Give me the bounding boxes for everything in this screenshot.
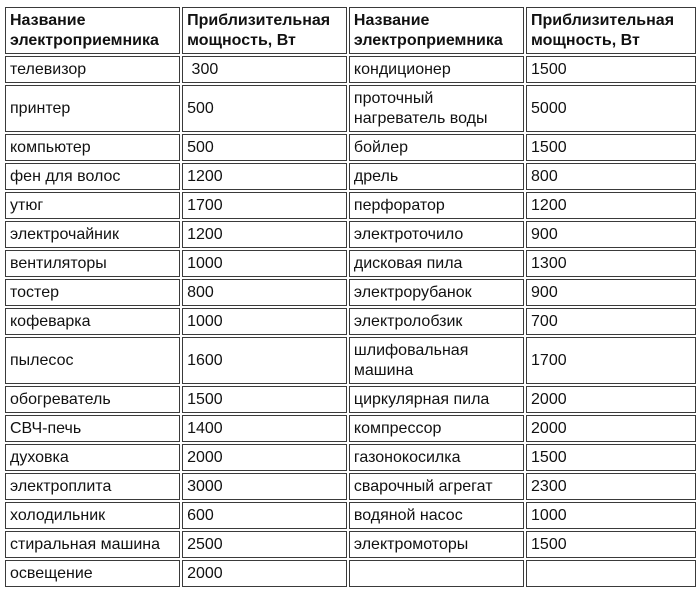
table-row — [5, 444, 696, 471]
appliance-name: обогреватель — [5, 386, 180, 413]
appliance-name: телевизор — [5, 56, 180, 83]
appliance-power: 1500 — [526, 56, 696, 83]
appliance-name: электроплита — [5, 473, 180, 500]
appliance-power: 1500 — [526, 531, 696, 558]
table-row — [5, 560, 696, 587]
appliance-power: 1300 — [526, 250, 696, 277]
appliance-power — [526, 560, 696, 587]
table-row — [5, 250, 696, 277]
appliance-power: 500 — [182, 85, 347, 132]
appliance-name: шлифовальная машина — [349, 337, 524, 384]
appliance-name: освещение — [5, 560, 180, 587]
appliance-power: 1200 — [182, 221, 347, 248]
appliance-power: 300 — [182, 56, 347, 83]
appliance-power: 1200 — [182, 163, 347, 190]
appliance-name: бойлер — [349, 134, 524, 161]
appliance-power: 800 — [182, 279, 347, 306]
table-row — [5, 502, 696, 529]
appliance-name: водяной насос — [349, 502, 524, 529]
table-row — [5, 163, 696, 190]
table-row — [5, 337, 696, 384]
appliance-power: 800 — [526, 163, 696, 190]
table-row — [5, 531, 696, 558]
table-row — [5, 134, 696, 161]
appliance-name: фен для волос — [5, 163, 180, 190]
appliance-power: 1000 — [182, 250, 347, 277]
appliance-name: тостер — [5, 279, 180, 306]
appliance-power: 600 — [182, 502, 347, 529]
appliance-power: 5000 — [526, 85, 696, 132]
appliance-power: 1400 — [182, 415, 347, 442]
appliance-power: 2000 — [182, 444, 347, 471]
appliance-name: стиральная машина — [5, 531, 180, 558]
appliance-power: 1600 — [182, 337, 347, 384]
appliance-name: холодильник — [5, 502, 180, 529]
appliance-name: СВЧ-печь — [5, 415, 180, 442]
appliance-power: 2000 — [526, 386, 696, 413]
appliance-name: проточный нагреватель воды — [349, 85, 524, 132]
appliance-name: пылесос — [5, 337, 180, 384]
header-row — [5, 7, 696, 54]
appliance-power: 1000 — [526, 502, 696, 529]
appliance-name: принтер — [5, 85, 180, 132]
appliance-name: электрорубанок — [349, 279, 524, 306]
table-row — [5, 192, 696, 219]
appliance-power: 1700 — [526, 337, 696, 384]
appliance-name: компрессор — [349, 415, 524, 442]
appliance-power: 2500 — [182, 531, 347, 558]
appliance-name: кофеварка — [5, 308, 180, 335]
appliance-name: дисковая пила — [349, 250, 524, 277]
appliance-name: электрочайник — [5, 221, 180, 248]
appliance-name: дрель — [349, 163, 524, 190]
appliance-power: 1700 — [182, 192, 347, 219]
appliance-name: вентиляторы — [5, 250, 180, 277]
appliance-power: 1000 — [182, 308, 347, 335]
appliance-name: электролобзик — [349, 308, 524, 335]
table-row — [5, 221, 696, 248]
appliance-power: 900 — [526, 279, 696, 306]
appliance-name: утюг — [5, 192, 180, 219]
appliance-power: 2000 — [526, 415, 696, 442]
header-name-left: Название электроприемника — [5, 7, 180, 54]
appliance-power: 2000 — [182, 560, 347, 587]
table-row — [5, 415, 696, 442]
power-table — [3, 5, 698, 589]
header-name-right: Название электроприемника — [349, 7, 524, 54]
table-row — [5, 386, 696, 413]
table-row — [5, 56, 696, 83]
appliance-power: 1200 — [526, 192, 696, 219]
header-power-left: Приблизительная мощность, Вт — [182, 7, 347, 54]
appliance-power: 1500 — [526, 444, 696, 471]
header-power-right: Приблизительная мощность, Вт — [526, 7, 696, 54]
appliance-name: циркулярная пила — [349, 386, 524, 413]
appliance-power: 1500 — [182, 386, 347, 413]
appliance-name: кондиционер — [349, 56, 524, 83]
appliance-name: электромоторы — [349, 531, 524, 558]
appliance-power: 900 — [526, 221, 696, 248]
appliance-name: газонокосилка — [349, 444, 524, 471]
appliance-power: 2300 — [526, 473, 696, 500]
table-row — [5, 279, 696, 306]
appliance-name: перфоратор — [349, 192, 524, 219]
appliance-power: 1500 — [526, 134, 696, 161]
appliance-name: духовка — [5, 444, 180, 471]
appliance-power: 500 — [182, 134, 347, 161]
appliance-name: электроточило — [349, 221, 524, 248]
table-row — [5, 85, 696, 132]
appliance-power: 3000 — [182, 473, 347, 500]
table-row — [5, 473, 696, 500]
appliance-name — [349, 560, 524, 587]
appliance-name: сварочный агрегат — [349, 473, 524, 500]
table-row — [5, 308, 696, 335]
appliance-name: компьютер — [5, 134, 180, 161]
appliance-power: 700 — [526, 308, 696, 335]
